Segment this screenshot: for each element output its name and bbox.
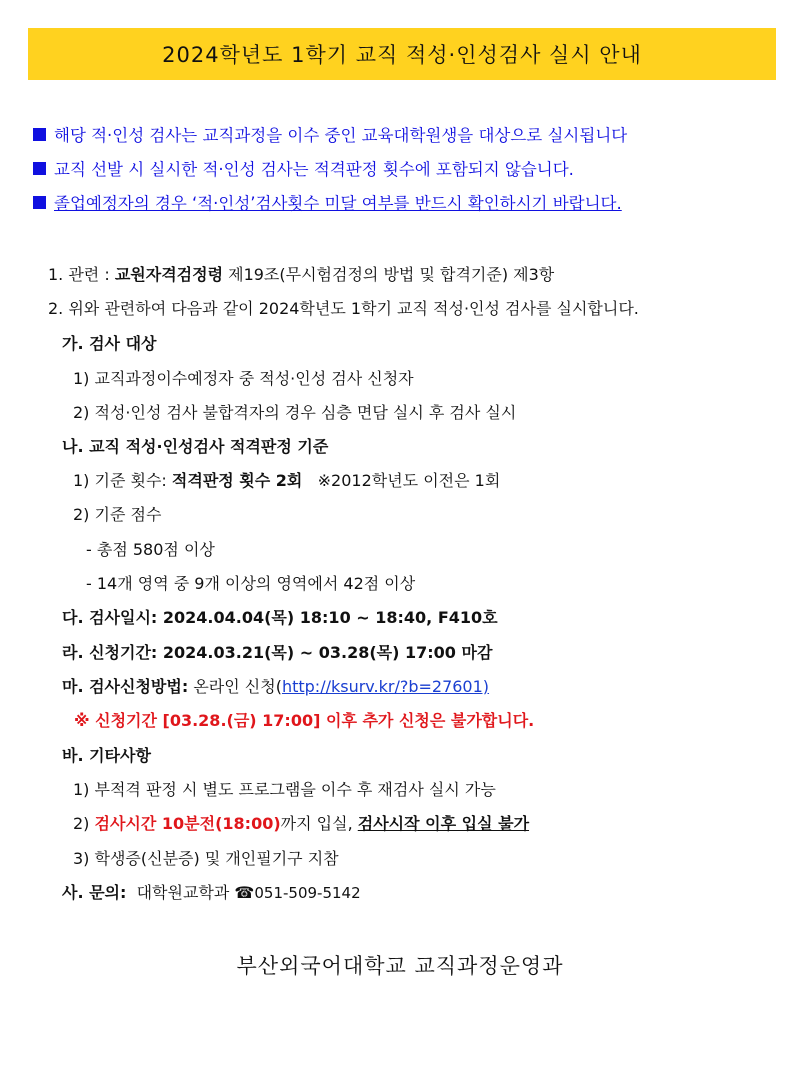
section-da-schedule: 다. 검사일시: 2024.04.04(목) 18:10 ~ 18:40, F410호: [62, 608, 498, 627]
na-score-item-2: - 14개 영역 중 9개 이상의 영역에서 42점 이상: [86, 574, 416, 593]
notice-1: [33, 122, 627, 146]
item-prefix: 1. 관련 :: [48, 265, 115, 284]
method-text: 온라인 신청(: [188, 677, 282, 696]
warning-text: ※ 신청기간 [03.28.(금) 17:00] 이후 추가 신청은 불가합니다.: [74, 711, 535, 730]
arrival-deadline: 검사시간 10분전(18:00): [94, 814, 281, 833]
item-announcement: 2. 위와 관련하여 다음과 같이 2024학년도 1학기 교직 적성·인성 검사를 실시합니다.: [48, 299, 639, 318]
notice-3: [33, 190, 622, 214]
title-banner: [28, 28, 776, 80]
item-related-law: [48, 262, 554, 285]
contact-label: 사. 문의:: [62, 883, 127, 902]
na-score-item-1: - 총점 580점 이상: [86, 540, 215, 559]
item-text: 까지 입실,: [280, 814, 358, 833]
section-ga-heading: 가. 검사 대상: [62, 334, 157, 353]
law-name: 교원자격검정령: [114, 265, 224, 284]
ga-item-1: 1) 교직과정이수예정자 중 적성·인성 검사 신청자: [73, 369, 414, 388]
item-prefix: 2): [73, 814, 95, 833]
ba-item-1: 1) 부적격 판정 시 별도 프로그램을 이수 후 재검사 실시 가능: [73, 780, 496, 799]
count-label: 1) 기준 횟수:: [73, 471, 172, 490]
section-ma-method: [62, 674, 489, 697]
notice-2: [33, 156, 574, 180]
section-sa-contact: [62, 880, 361, 903]
section-ba-heading: 바. 기타사항: [62, 746, 151, 765]
notice-text: 교직 선발 시 실시한 적·인성 검사는 적격판정 횟수에 포함되지 않습니다.: [54, 160, 574, 179]
section-ra-period: 라. 신청기간: 2024.03.21(목) ~ 03.28(목) 17:00 마감: [62, 643, 493, 662]
na-score-label: 2) 기준 점수: [73, 505, 162, 524]
notice-text: 졸업예정자의 경우 ‘적·인성’검사횟수 미달 여부를 반드시 확인하시기 바랍니다.: [54, 194, 622, 213]
contact-office: 대학원교학과: [126, 883, 235, 902]
law-clause: 제19조(무시험검정의 방법 및 합격기준) 제3항: [223, 265, 555, 284]
ba-item-3: 3) 학생증(신분증) 및 개인필기구 지참: [73, 849, 339, 868]
count-value: 적격판정 횟수 2회: [171, 471, 303, 490]
footer-organization: 부산외국어대학교 교직과정운영과: [236, 954, 564, 978]
notice-text: 해당 적·인성 검사는 교직과정을 이수 중인 교육대학원생을 대상으로 실시됩니다: [54, 126, 628, 145]
no-late-entry: 검사시작 이후 입실 불가: [357, 814, 530, 833]
count-note: ※2012학년도 이전은 1회: [302, 471, 501, 490]
na-count: [73, 468, 500, 491]
page-title: 2024학년도 1학기 교직 적성·인성검사 실시 안내: [162, 43, 642, 67]
phone-icon: ☎: [234, 883, 255, 902]
square-bullet-icon: [33, 196, 46, 209]
ba-item-2: [73, 811, 529, 834]
method-label: 마. 검사신청방법:: [62, 677, 189, 696]
phone-number: 051-509-5142: [254, 884, 361, 902]
section-na-heading: 나. 교직 적성·인성검사 적격판정 기준: [62, 437, 329, 456]
apply-link[interactable]: http://ksurv.kr/?b=27601): [281, 677, 490, 696]
ga-item-2: 2) 적성·인성 검사 불합격자의 경우 심층 면담 실시 후 검사 실시: [73, 403, 517, 422]
square-bullet-icon: [33, 128, 46, 141]
square-bullet-icon: [33, 162, 46, 175]
